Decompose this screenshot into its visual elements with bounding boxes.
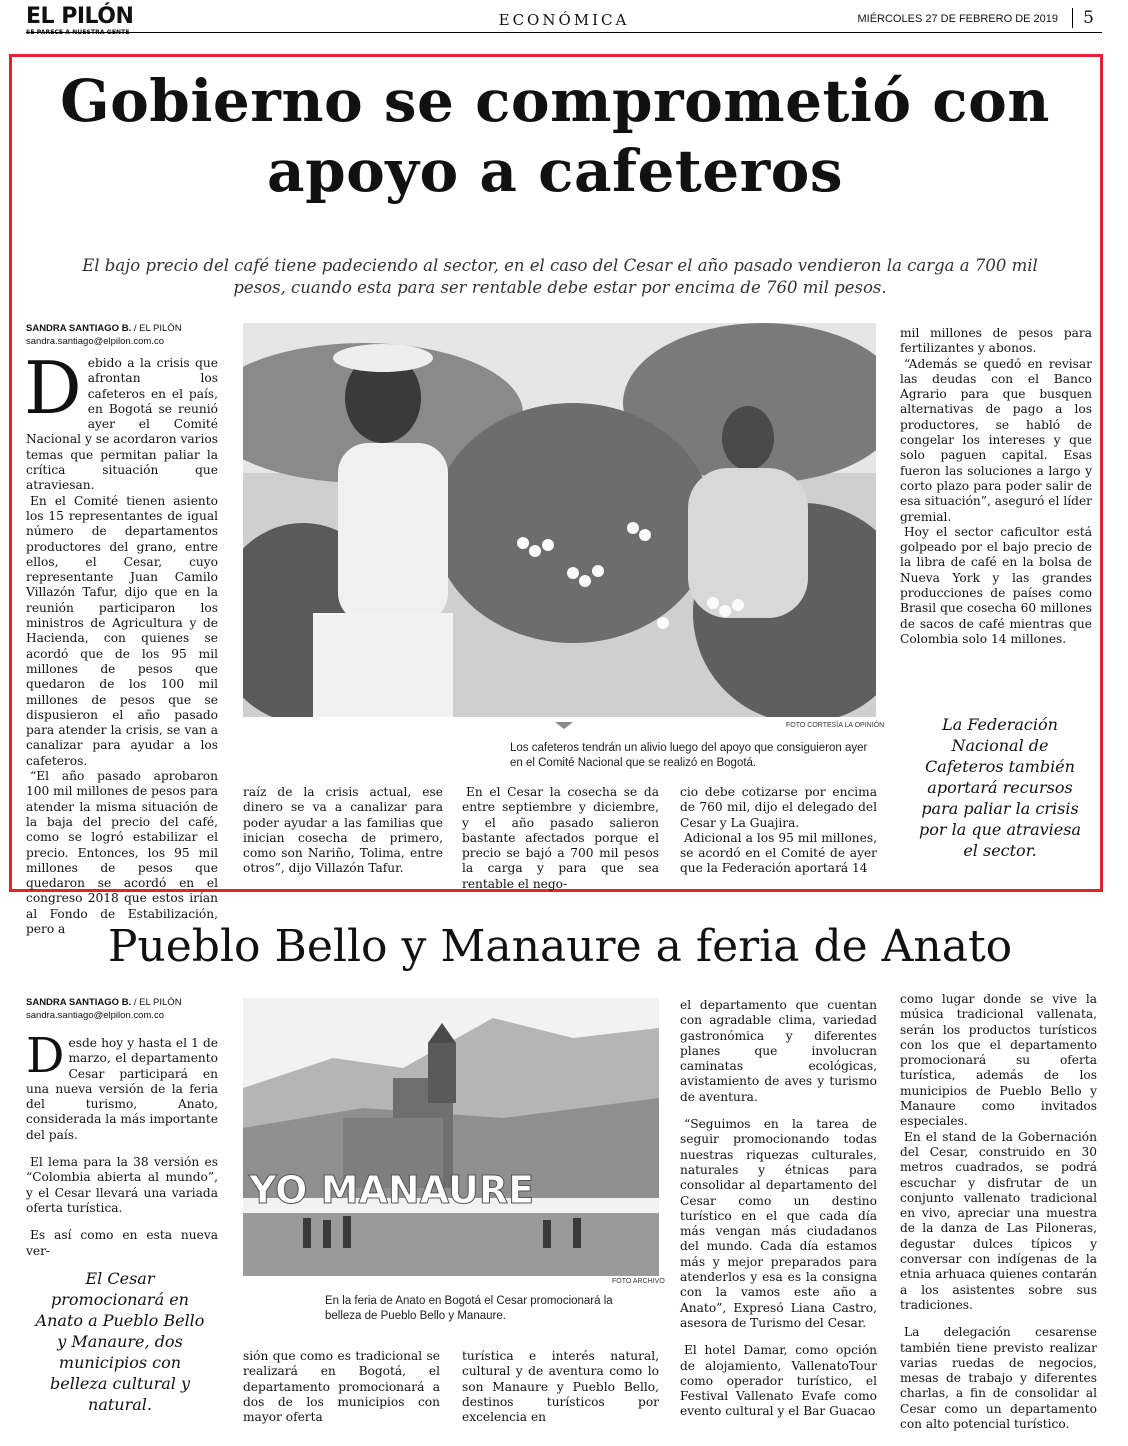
- article-column-4: [680, 785, 877, 877]
- byline-email: sandra.santiago@elpilon.com.co: [26, 1010, 164, 1021]
- paragraph: En el Comité tienen asiento los 15 representantes de igual número de departamentos productores del grano, entre ellos, el Cesar, cuyo representante Juan Camilo Villazón Tafur, dijo que en la reunión participaron los ministros de Agricultura y de Hacienda, con quienes se acordó que de los 95 mil millones de pesos que quedaron de los 100 mil millones de pesos que se dispusieron el año pasado para atender la crisis, se van a canalizar para ayudar a los cafeteros.: [26, 493, 218, 768]
- article-column-5: [900, 992, 1097, 1432]
- paragraph: cio debe cotizarse por encima de 760 mil, dijo el delegado del Cesar y La Guajira.: [680, 785, 877, 830]
- photo-sign-text: YO MANAURE: [249, 1168, 535, 1212]
- paragraph: ebido a la crisis que afrontan los cafeteros en el país, en Bogotá se reunió ayer el Comité Nacional y se acordaron varios temas que permitan paliar la crítica situación que atraviesan.: [26, 356, 218, 493]
- photo-illustration: [243, 323, 876, 717]
- issue-date: MIÉRCOLES 27 DE FEBRERO DE 2019: [857, 13, 1058, 25]
- article-column-3: [462, 785, 659, 892]
- paragraph: sión que como es tradicional se realizará en Bogotá, el departamento promocionará a dos de los municipios con mayor oferta: [243, 1349, 440, 1425]
- paragraph: turística e interés natural, cultural y de aventura como lo son Manaure y Pueblo Bello, destinos turísticos por excelencia en: [462, 1349, 659, 1425]
- paragraph: “El año pasado aprobaron 100 mil millones de pesos para atender la misma situación de la baja del precio del café, como se logró estabilizar el precio. Entonces, los 95 mil millones de pesos que quedaron se acordó en el congreso 2018 que estos irían al Fondo de Estabilización, pero a: [26, 769, 218, 936]
- byline-outlet: / EL PILÓN: [131, 323, 182, 334]
- byline-author: SANDRA SANTIAGO B.: [26, 997, 132, 1008]
- article-headline: Pueblo Bello y Manaure a feria de Anato: [107, 921, 1013, 972]
- article-column-4: [680, 998, 877, 1420]
- paragraph: El hotel Damar, como opción de alojamiento, VallenatoTour como operador turístico, el Festival Vallenato Evafe como evento cultural y el Bar Guacao: [680, 1343, 877, 1419]
- paragraph: Hoy el sector caficultor está golpeado por el bajo precio de la libra de café en la bolsa de Nueva York y las grandes producciones de países como Brasil que cosecha 60 millones de sacos de café mientras que Colombia solo 14 millones.: [900, 524, 1092, 646]
- article-byline: [26, 322, 182, 348]
- byline-author: SANDRA SANTIAGO B.: [26, 323, 132, 334]
- photo-illustration: [243, 998, 659, 1276]
- article-headline: Gobierno se comprometió con apoyo a cafeteros: [60, 67, 1050, 205]
- article-byline: [26, 996, 182, 1022]
- paragraph: En el stand de la Gobernación del Cesar, construido en 30 metros cuadrados, se podrá escuchar y disfrutar de un conjunto vallenato tradicional en vivo, apreciar una muestra de la danza de Las Piloneras, degustar dulces típicos y conversar con indígenas de la etnia arhuaca quienes contarán a los asistentes sobre sus tradiciones.: [900, 1129, 1097, 1312]
- photo-caption: En la feria de Anato en Bogotá el Cesar promocionará la belleza de Pueblo Bello y Manaure.: [325, 1295, 613, 1322]
- coffee-pickers-photo: [243, 323, 876, 717]
- byline-outlet: / EL PILÓN: [131, 997, 182, 1008]
- pull-quote: El Cesar promocionará en Anato a Pueblo Bello y Manaure, dos municipios con belleza cultural y natural.: [35, 1269, 205, 1414]
- paragraph: Adicional a los 95 mil millones, se acordó en el Comité de ayer que la Federación aportará 14: [680, 830, 877, 876]
- paragraph: el departamento que cuentan con agradable clima, variedad gastronómica y diferentes planes que involucran caminatas ecológicas, avistamiento de aves y turismo de aventura.: [680, 998, 877, 1104]
- article-column-2: [243, 1349, 440, 1425]
- photo-credit: FOTO CORTESÍA LA OPINIÓN: [786, 722, 885, 729]
- article-column-2: [243, 785, 443, 877]
- paragraph: mil millones de pesos para fertilizantes y abonos.: [900, 326, 1092, 356]
- photo-caption: Los cafeteros tendrán un alivio luego del apoyo que consiguieron ayer en el Comité Nacional que se realizó en Bogotá.: [510, 742, 868, 769]
- article-deck: El bajo precio del café tiene padeciendo al sector, en el caso del Cesar el año pasado vendieron la carga a 700 mil pesos, cuando esta para ser rentable debe estar por encima de 760 mil pesos.: [82, 256, 1038, 297]
- article-column-1: [24, 346, 218, 937]
- paragraph: “Seguimos en la tarea de seguir promocionando todas nuestras riquezas culturales, naturales y étnicas para consolidar al departamento del Cesar como un destino turístico en el que cada día más vengan más ciudadanos del mundo. Cada día estamos más y mejor preparados para atenderlos y esa es la consigna con la vamos este año a Anato”, Expresó Liana Castro, asesora de Turismo del Cesar.: [680, 1117, 877, 1330]
- newspaper-logo: EL PILÓN: [26, 4, 134, 29]
- article-column-3: [462, 1349, 659, 1425]
- section-name: ECONÓMICA: [498, 11, 630, 29]
- paragraph: La delegación cesarense también tiene previsto realizar varias ruedas de negocios, mesas de trabajo y diferentes charlas, a fin de consolidar al Cesar como un departamento con alto potencial turístico.: [900, 1325, 1097, 1432]
- caption-pointer: [555, 722, 573, 729]
- page-number: 5: [1072, 8, 1094, 28]
- article-column-5: [900, 326, 1092, 647]
- photo-credit: FOTO ARCHIVO: [612, 1278, 665, 1285]
- drop-cap: D: [24, 346, 82, 430]
- paragraph: El lema para la 38 versión es “Colombia abierta al mundo”, y el Cesar llevará una variada oferta turística.: [26, 1155, 218, 1215]
- pull-quote: La Federación Nacional de Cafeteros también aportará recursos para paliar la crisis por la que atraviesa el sector.: [919, 715, 1081, 860]
- manaure-sign-photo: [243, 998, 659, 1276]
- paragraph: raíz de la crisis actual, ese dinero se va a canalizar para poder ayudar a las familias que inician cosecha de primero, como son Nariño, Tolima, entre otros”, dijo Villazón Tafur.: [243, 785, 443, 876]
- paragraph: Es así como en esta nueva ver-: [26, 1228, 218, 1258]
- header-rule: [26, 32, 1102, 33]
- drop-cap: D: [26, 1028, 65, 1084]
- article-column-1: [26, 1028, 218, 1259]
- paragraph: como lugar donde se vive la música tradicional vallenata, serán los productos turísticos con los que el departamento promocionará su oferta turística, además de los municipios de Pueblo Bello y Manaure como invitados especiales.: [900, 992, 1097, 1129]
- paragraph: “Además se quedó en revisar las deudas con el Banco Agrario para que busquen alternativas de pago a los productores, se habló de congelar los intereses y que solo paguen capital. Esas fueron las soluciones a largo y corto plazo para poder salir de esa situación”, aseguró el líder gremial.: [900, 356, 1092, 524]
- paragraph: En el Cesar la cosecha se da entre septiembre y diciembre, y el año pasado salieron bastante afectados porque el precio se bajó a 700 mil pesos la carga y para que sea rentable el nego-: [462, 785, 659, 891]
- byline-email: sandra.santiago@elpilon.com.co: [26, 336, 164, 347]
- paragraph: esde hoy y hasta el 1 de marzo, el departamento Cesar participará en una nueva versión de la feria del turismo, Anato, considerada la más importante del país.: [26, 1036, 218, 1142]
